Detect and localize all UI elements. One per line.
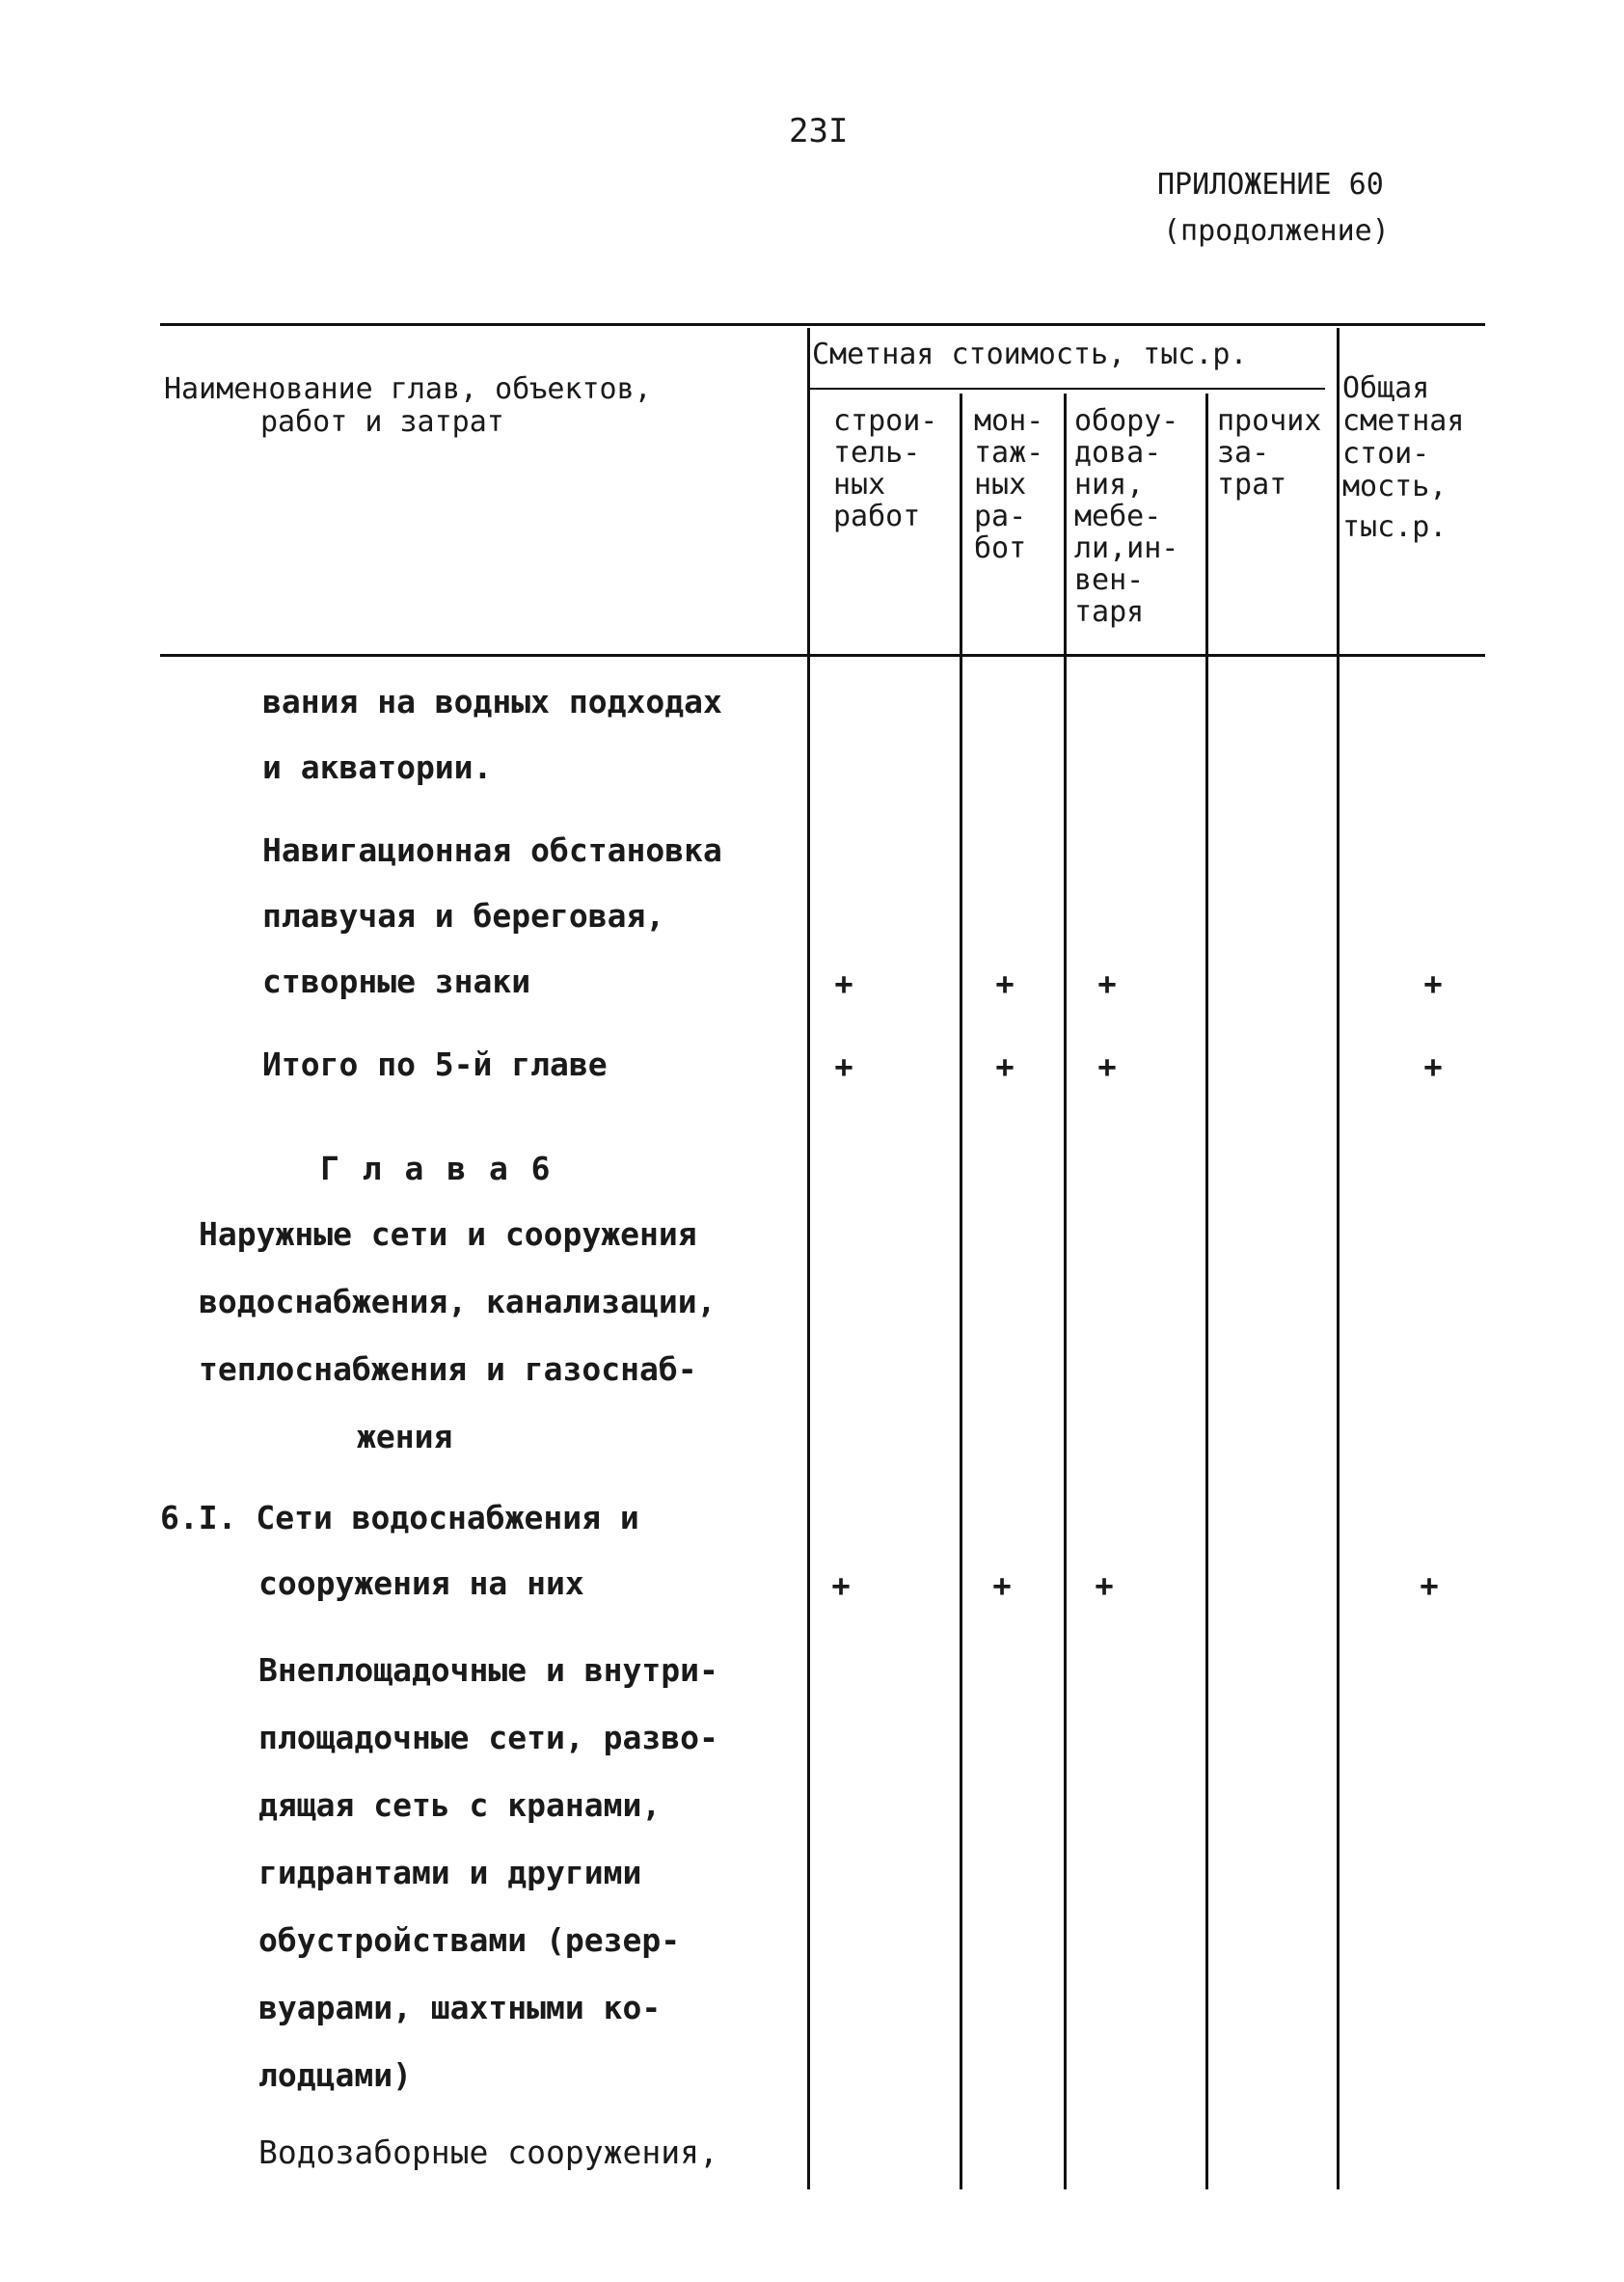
header-bottom-rule [160, 654, 1485, 657]
plus-mark: + [834, 1048, 853, 1085]
chapter-heading: теплоснабжения и газоснаб- [199, 1350, 697, 1388]
header-col-construction: строи- тель- ных работ [833, 404, 938, 533]
header-col-installation: мон- таж- ных ра- бот [974, 404, 1044, 565]
plus-mark: + [992, 1567, 1012, 1604]
row-text: гидрантами и другими [258, 1854, 642, 1891]
chapter-heading: Наружные сети и сооружения [199, 1215, 697, 1253]
plus-mark: + [831, 1567, 851, 1604]
plus-mark: + [1095, 1567, 1114, 1604]
header-col-equipment: обору- дова- ния, мебе- ли,ин- вен- таря [1074, 404, 1179, 629]
plus-mark: + [1423, 1048, 1443, 1085]
plus-mark: + [1097, 1048, 1117, 1085]
row-text: площадочные сети, разво- [258, 1719, 718, 1756]
header-estimate-group: Сметная стоимость, тыс.р. [812, 338, 1248, 371]
col-line-1 [807, 328, 810, 2189]
header-name-line2: работ и затрат [260, 405, 504, 439]
col-line-4 [1205, 394, 1208, 2189]
row-text: Итого по 5-й главе [262, 1046, 608, 1083]
row-text: створные знаки [262, 963, 531, 1000]
plus-mark: + [834, 965, 853, 1002]
appendix-subtitle: (продолжение) [1163, 214, 1390, 248]
appendix-title: ПРИЛОЖЕНИЕ 60 [1157, 168, 1384, 202]
plus-mark: + [995, 965, 1015, 1002]
plus-mark: + [1097, 965, 1117, 1002]
col-line-3 [1064, 394, 1067, 2189]
chapter-heading: водоснабжения, канализации, [199, 1283, 717, 1320]
plus-mark: + [1423, 965, 1443, 1002]
plus-mark: + [995, 1048, 1015, 1085]
col-line-2 [960, 394, 962, 2189]
row-text: обустройствами (резер- [258, 1921, 681, 1959]
page-number: 23I [789, 112, 849, 150]
row-text: дящая сеть с кранами, [258, 1786, 662, 1824]
row-text: плавучая и береговая, [262, 897, 665, 935]
row-text: 6.I. Сети водоснабжения и [160, 1499, 639, 1536]
row-text: лодцами) [258, 2056, 412, 2094]
top-rule [160, 323, 1485, 326]
chapter-title: Г л а в а 6 [320, 1150, 553, 1187]
row-text: и акватории. [262, 748, 493, 786]
row-text: Навигационная обстановка [262, 831, 722, 869]
chapter-heading: жения [357, 1418, 453, 1455]
row-text: вуарами, шахтными ко- [258, 1989, 662, 2026]
header-col-total: Общая сметная стои- мость, тыс.р. [1342, 371, 1465, 544]
header-name-line1: Наименование глав, объектов, [164, 372, 652, 406]
header-col-other: прочих за- трат [1217, 404, 1322, 502]
row-text: сооружения на них [258, 1564, 584, 1602]
col-line-5 [1337, 328, 1340, 2189]
row-text: Водозаборные сооружения, [258, 2133, 718, 2171]
plus-mark: + [1420, 1567, 1439, 1604]
row-text: Внеплощадочные и внутри- [258, 1651, 718, 1689]
group-header-rule [808, 388, 1325, 390]
row-text: вания на водных подходах [262, 683, 722, 720]
